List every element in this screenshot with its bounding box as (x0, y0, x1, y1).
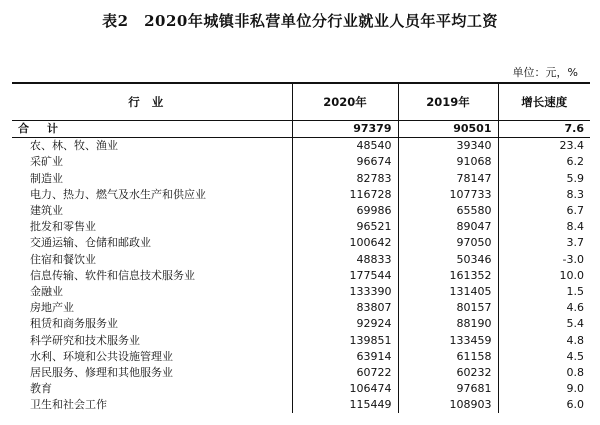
industry-name: 金融业 (30, 284, 63, 298)
growth-rate: 7.6 (498, 121, 590, 138)
wage-2020: 116728 (292, 187, 398, 203)
wage-2019: 161352 (398, 268, 498, 284)
header-industry: 行业 (12, 83, 292, 121)
wage-2020: 100642 (292, 235, 398, 251)
industry-name: 科学研究和技术服务业 (30, 333, 140, 347)
growth-rate: 9.0 (498, 381, 590, 397)
table-row (12, 268, 590, 284)
unit-note: 单位：元，% (512, 66, 578, 79)
growth-rate: 6.2 (498, 154, 590, 170)
table-row (12, 284, 590, 300)
wage-2020: 139851 (292, 332, 398, 348)
industry-name: 农、林、牧、渔业 (30, 139, 118, 153)
total-row (12, 121, 590, 138)
table-row (12, 171, 590, 187)
industry-name: 批发和零售业 (30, 220, 96, 234)
header-growth: 增长速度 (498, 83, 590, 121)
industry-name: 教育 (30, 382, 52, 396)
table-row (12, 203, 590, 219)
growth-rate: 4.8 (498, 332, 590, 348)
table-row (12, 300, 590, 316)
wage-2019: 61158 (398, 349, 498, 365)
growth-rate: 5.9 (498, 171, 590, 187)
industry-name: 信息传输、软件和信息技术服务业 (30, 268, 195, 282)
table-title: 表2 2020年城镇非私营单位分行业就业人员年平均工资 (102, 12, 498, 30)
wage-2020: 48833 (292, 252, 398, 268)
wage-2020: 48540 (292, 138, 398, 155)
wage-2020: 97379 (292, 121, 398, 138)
wage-2019: 60232 (398, 365, 498, 381)
industry-name: 租赁和商务服务业 (30, 317, 118, 331)
wage-2019: 131405 (398, 284, 498, 300)
table-row (12, 154, 590, 170)
growth-rate: 8.3 (498, 187, 590, 203)
industry-name: 居民服务、修理和其他服务业 (30, 365, 173, 379)
table-row (12, 138, 590, 155)
growth-rate: -3.0 (498, 252, 590, 268)
wage-2020: 133390 (292, 284, 398, 300)
growth-rate: 10.0 (498, 268, 590, 284)
wage-2020: 63914 (292, 349, 398, 365)
industry-name: 制造业 (30, 171, 63, 185)
industry-name: 房地产业 (30, 301, 74, 315)
wage-2020: 60722 (292, 365, 398, 381)
growth-rate: 6.0 (498, 397, 590, 413)
industry-name: 电力、热力、燃气及水生产和供应业 (30, 187, 206, 201)
growth-rate: 0.8 (498, 365, 590, 381)
wage-2019: 89047 (398, 219, 498, 235)
wage-2019: 88190 (398, 316, 498, 332)
wage-2020: 96521 (292, 219, 398, 235)
wage-2019: 80157 (398, 300, 498, 316)
table-row (12, 187, 590, 203)
table-row (12, 381, 590, 397)
industry-name: 卫生和社会工作 (30, 398, 107, 412)
growth-rate: 8.4 (498, 219, 590, 235)
header-2020: 2020年 (292, 83, 398, 121)
wage-2020: 96674 (292, 154, 398, 170)
wage-2020: 115449 (292, 397, 398, 413)
table-row (12, 219, 590, 235)
industry-name: 住宿和餐饮业 (30, 252, 96, 266)
growth-rate: 1.5 (498, 284, 590, 300)
growth-rate: 4.6 (498, 300, 590, 316)
industry-name: 水利、环境和公共设施管理业 (30, 349, 173, 363)
table-row (12, 349, 590, 365)
growth-rate: 23.4 (498, 138, 590, 155)
wage-2019: 39340 (398, 138, 498, 155)
wage-2020: 92924 (292, 316, 398, 332)
table-row (12, 235, 590, 251)
table-row (12, 397, 590, 413)
growth-rate: 3.7 (498, 235, 590, 251)
table-row (12, 365, 590, 381)
table-row (12, 316, 590, 332)
table-row (12, 252, 590, 268)
wage-2019: 107733 (398, 187, 498, 203)
industry-name: 建筑业 (30, 204, 63, 218)
wage-2019: 65580 (398, 203, 498, 219)
wage-2020: 82783 (292, 171, 398, 187)
wage-2019: 97681 (398, 381, 498, 397)
wage-2020: 106474 (292, 381, 398, 397)
header-2019: 2019年 (398, 83, 498, 121)
industry-name: 合计 (12, 121, 292, 138)
wage-2020: 83807 (292, 300, 398, 316)
wage-2020: 177544 (292, 268, 398, 284)
wage-2019: 50346 (398, 252, 498, 268)
growth-rate: 6.7 (498, 203, 590, 219)
wage-2019: 91068 (398, 154, 498, 170)
header-row (12, 83, 590, 121)
industry-name: 交通运输、仓储和邮政业 (30, 236, 151, 250)
wage-2019: 97050 (398, 235, 498, 251)
table-row (12, 332, 590, 348)
wage-2019: 108903 (398, 397, 498, 413)
growth-rate: 5.4 (498, 316, 590, 332)
wage-2019: 78147 (398, 171, 498, 187)
industry-name: 采矿业 (30, 155, 63, 169)
growth-rate: 4.5 (498, 349, 590, 365)
wage-2019: 133459 (398, 332, 498, 348)
wage-2020: 69986 (292, 203, 398, 219)
wage-2019: 90501 (398, 121, 498, 138)
wage-table (12, 82, 590, 413)
